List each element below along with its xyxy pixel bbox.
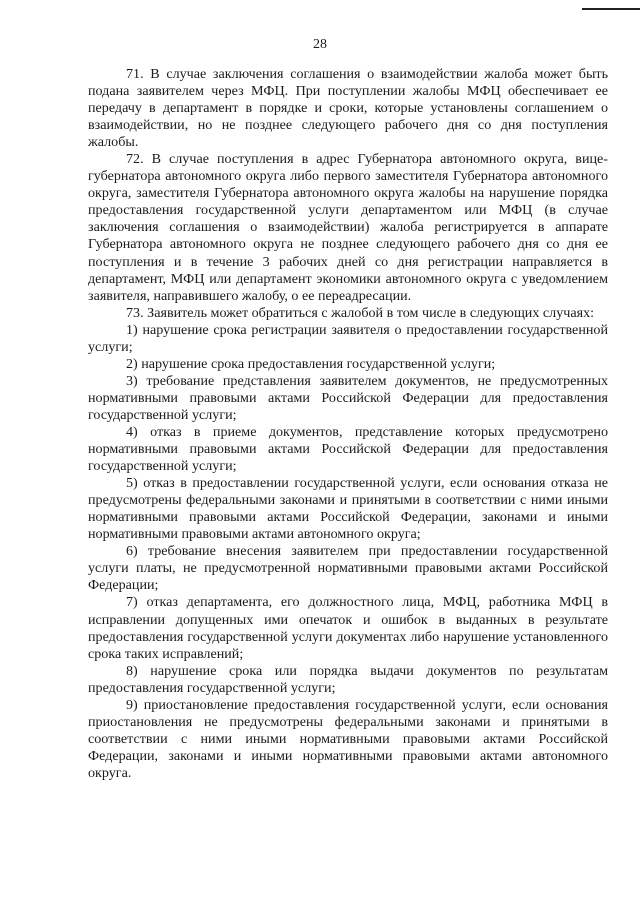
list-item-7: 7) отказ департамента, его должностного лица, МФЦ, работника МФЦ в исправлении допущенных ими опечаток и ошибок в выданных в результате предоставления государственной услуги документах либо нарушение установленного срока таких исправлений;	[88, 594, 608, 662]
list-item-2: 2) нарушение срока предоставления государственной услуги;	[126, 355, 496, 372]
list-item-6: 6) требование внесения заявителем при предоставлении государственной услуги платы, не предусмотренной нормативными правовыми актами Российской Федерации;	[88, 543, 608, 594]
scan-edge-mark	[582, 8, 640, 10]
list-item-3: 3) требование представления заявителем документов, не предусмотренных нормативными правовыми актами Российской Федерации для предоставления государственной услуги;	[88, 372, 608, 423]
list-item-8: 8) нарушение срока или порядка выдачи документов по результатам предоставления государственной услуги;	[88, 662, 608, 696]
paragraph-72: 72. В случае поступления в адрес Губернатора автономного округа, вице-губернатора автономного округа либо первого заместителя Губернатора автономного округа, заместителя Губернатора автономного округа жалобы на нарушение порядка предоставления государственной услуги департаментом или МФЦ (в случае заключения соглашения о взаимодействии) жалоба регистрируется в аппарате Губернатора автономного округа не позднее следующего рабочего дня со дня ее поступления и в течение 3 рабочих дней со дня регистрации направляется в департамент, МФЦ или департамент экономики автономного округа с уведомлением заявителя, направившего жалобу, о ее переадресации.	[88, 151, 608, 304]
paragraph-71: 71. В случае заключения соглашения о взаимодействии жалоба может быть подана заявителем через МФЦ. При поступлении жалобы МФЦ обеспечивает ее передачу в департамент в порядке и сроки, которые установлены соглашением о взаимодействии, но не позднее следующего рабочего дня со дня поступления жалобы.	[88, 66, 608, 151]
list-item-5: 5) отказ в предоставлении государственной услуги, если основания отказа не предусмотрены федеральными законами и принятыми в соответствии с ними иными нормативными правовыми актами Российской Федерации, законами и иными нормативными правовыми актами автономного округа;	[88, 475, 608, 543]
page-number: 28	[313, 37, 327, 52]
document-body	[88, 66, 608, 782]
paragraph-73: 73. Заявитель может обратиться с жалобой в том числе в следующих случаях:	[126, 304, 595, 321]
list-item-4: 4) отказ в приеме документов, представление которых предусмотрено нормативными правовыми актами Российской Федерации для предоставления государственной услуги;	[88, 423, 608, 475]
list-item-9: 9) приостановление предоставления государственной услуги, если основания приостановления не предусмотрены федеральными законами и принятыми в соответствии с ними иными нормативными правовыми актами Российской Федерации, законами и иными нормативными правовыми актами автономного округа.	[88, 696, 608, 781]
list-item-1: 1) нарушение срока регистрации заявителя о предоставлении государственной услуги;	[88, 321, 608, 355]
